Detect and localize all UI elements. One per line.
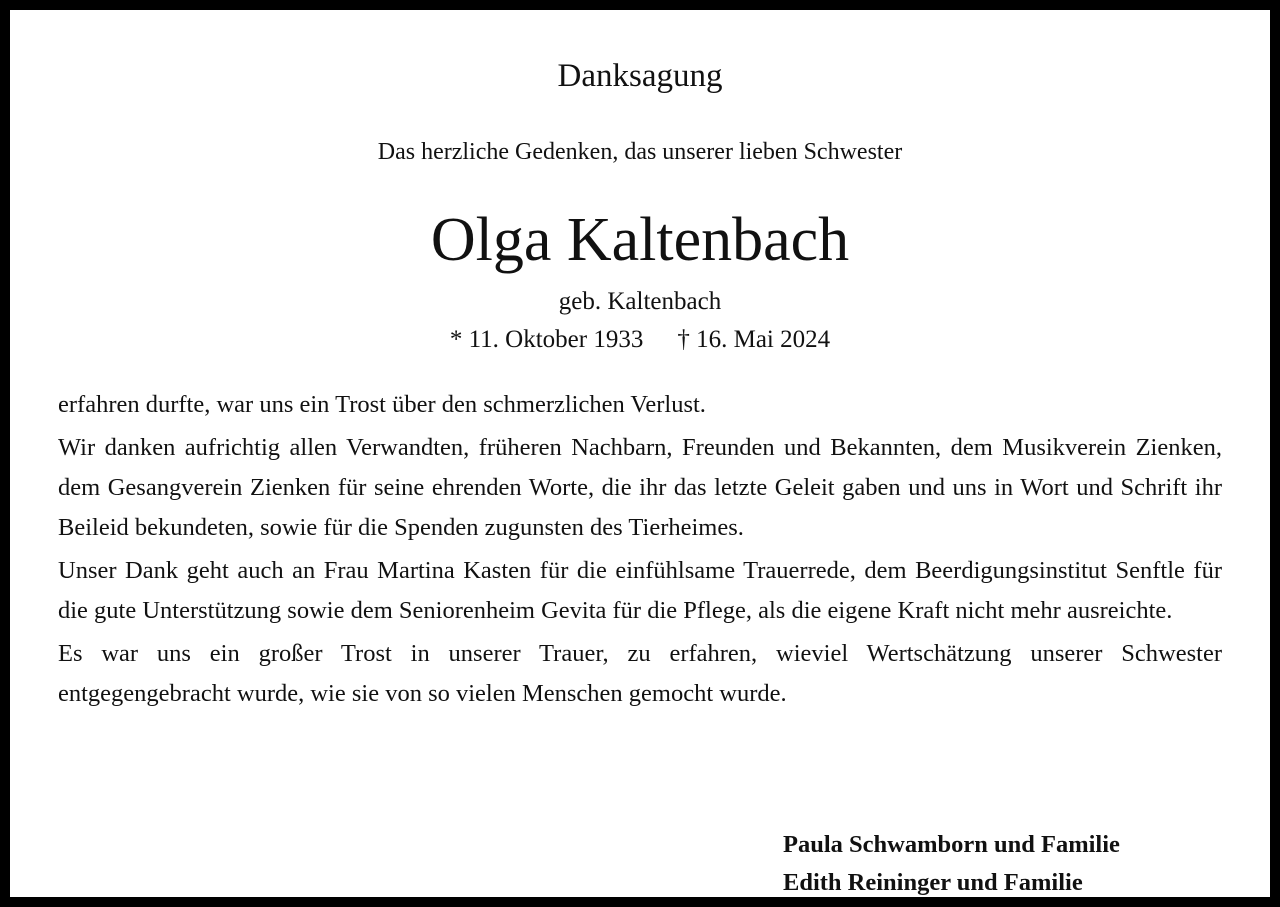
death-date: † 16. Mai 2024 [677,326,831,353]
intro-line: Das herzliche Gedenken, das unserer lieben Schwester [377,139,903,165]
deceased-name: Olga Kaltenbach [430,206,850,274]
body-paragraph-2: Wir danken aufrichtig allen Verwandten, früheren Nachbarn, Freunden und Bekannten, dem Musikverein Zienken, dem Gesangverein Zienken für seine ehrenden Worte, die ihr das letzte Geleit gaben und uns in Wort und Schrift ihr Beileid bekundeten, sowie für die Spenden zugunsten des Tierheimes. [58,434,1222,541]
body-paragraph-3: Unser Dank geht auch an Frau Martina Kasten für die einfühlsame Trauerrede, dem Beerdigungsinstitut Senftle für die gute Unterstützung sowie dem Seniorenheim Gevita für die Pflege, als die eigene Kraft nicht mehr ausreichte. [58,557,1222,624]
signature-line-2: Edith Reininger und Familie [783,869,1083,896]
life-dates [10,323,1270,357]
notice-body [58,385,1222,717]
notice-heading: Danksagung [557,58,723,94]
birth-date: * 11. Oktober 1933 [449,326,644,353]
maiden-name: geb. Kaltenbach [558,288,722,315]
body-paragraph-1: erfahren durfte, war uns ein Trost über den schmerzlichen Verlust. [58,391,706,418]
signature-line-1: Paula Schwamborn und Familie [783,831,1120,858]
signature-block [783,826,1120,902]
body-paragraph-4: Es war uns ein großer Trost in unserer Trauer, zu erfahren, wieviel Wertschätzung unserer Schwester entgegengebracht wurde, wie sie von so vielen Menschen gemocht wurde. [58,640,1222,707]
